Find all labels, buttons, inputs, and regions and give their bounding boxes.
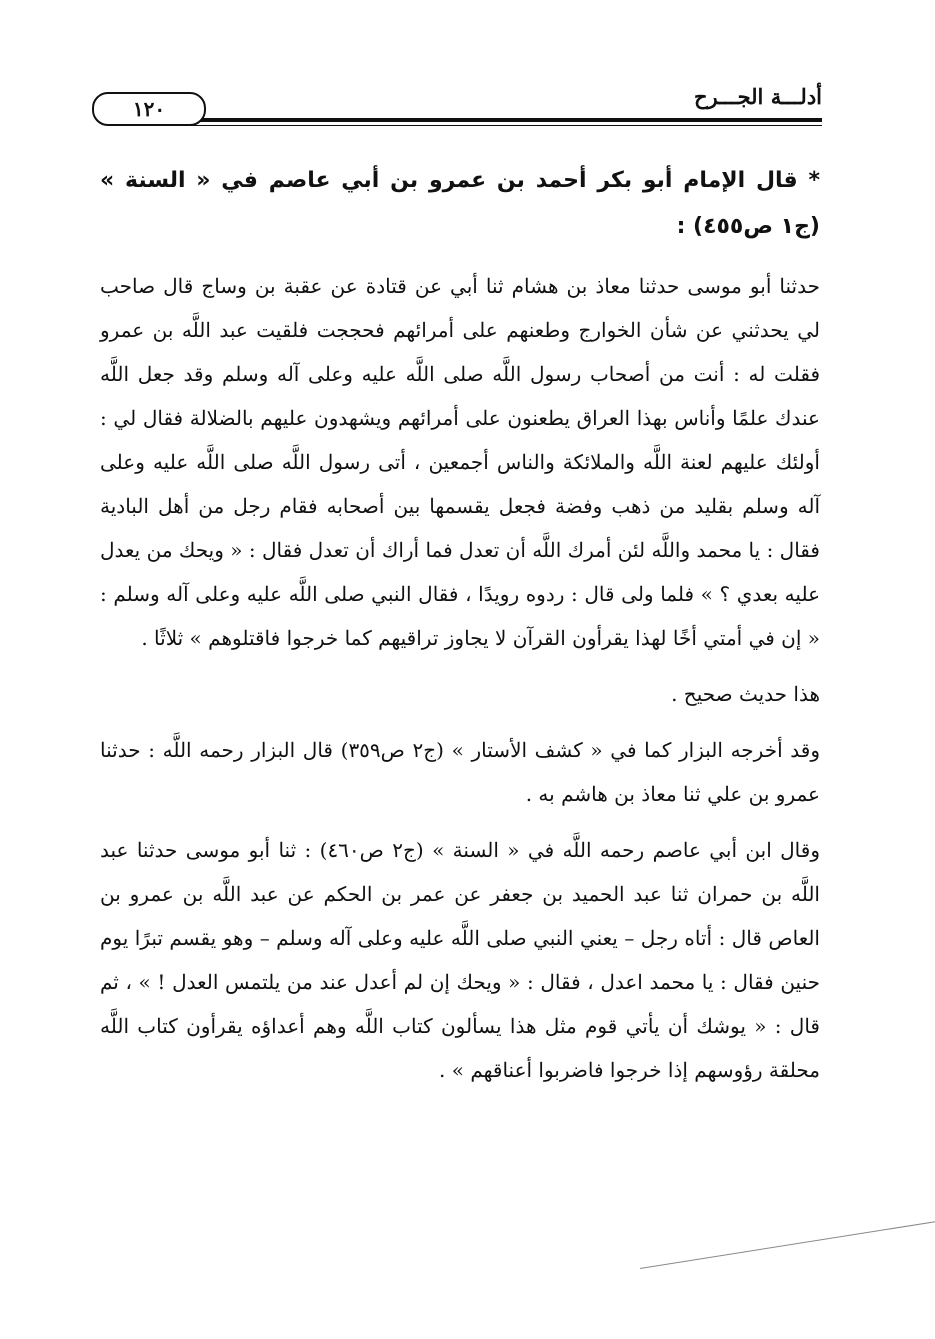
scan-edge-line	[640, 1216, 935, 1269]
header-rule-thin	[112, 125, 822, 126]
paragraph-ibn-abi-asim: وقال ابن أبي عاصم رحمه اللَّه في « السنة » (ج٢ ص٤٦٠) : ثنا أبو موسى حدثنا عبد اللَّه بن حمران ثنا عبد الحميد بن جعفر عن عمر بن الحكم عن عبد اللَّه بن عمرو بن العاص قال : أتاه رجل – يعني النبي صلى اللَّه عليه وعلى آله وسلم – وهو يقسم تبرًا يوم حنين فقال : يا محمد اعدل ، فقال : « ويحك إن لم أعدل عند من يلتمس العدل ! » ، ثم قال : « يوشك أن يأتي قوم مثل هذا يسألون كتاب اللَّه وهم أعداؤه يقرأون كتاب اللَّه محلقة رؤوسهم إذا خرجوا فاضربوا أعناقهم » .	[100, 838, 820, 1082]
paragraph-grading: هذا حديث صحيح .	[671, 682, 820, 706]
header-rule-thick	[112, 118, 822, 122]
paragraph-hadith: حدثنا أبو موسى حدثنا معاذ بن هشام ثنا أبي عن قتادة عن عقبة بن وساج قال صاحب لي يحدثني عن شأن الخوارج وطعنهم على أمرائهم فحججت فلقيت عبد اللَّه بن عمرو فقلت له : أنت من أصحاب رسول اللَّه صلى اللَّه عليه وعلى آله وسلم وقد جعل اللَّه عندك علمًا وأناس بهذا العراق يطعنون على أمرائهم ويشهدون عليهم بالضلالة فقال لي : أولئك عليهم لعنة اللَّه والملائكة والناس أجمعين ، أتى رسول اللَّه صلى اللَّه عليه وعلى آله وسلم بقليد من ذهب وفضة فجعل يقسمها بين أصحابه فقام رجل من أهل البادية فقال : يا محمد واللَّه لئن أمرك اللَّه أن تعدل فما أراك أن تعدل فقال : « ويحك من يعدل عليه بعدي ؟ » فلما ولى قال : ردوه رويدًا ، فقال النبي صلى اللَّه عليه وعلى آله وسلم : « إن في أمتي أخًا لهذا يقرأون القرآن لا يجاوز تراقيهم كما خرجوا فاقتلوهم » ثلاثًا .	[100, 274, 820, 650]
page-number: ١٢٠	[92, 92, 206, 126]
paragraph-bazzar: وقد أخرجه البزار كما في « كشف الأستار » (ج٢ ص٣٥٩) قال البزار رحمه اللَّه : حدثنا عمرو بن علي ثنا معاذ بن هاشم به .	[100, 738, 820, 806]
running-title: أدلـــة الجـــرح	[694, 84, 822, 109]
section-heading: * قال الإمام أبو بكر أحمد بن عمرو بن أبي عاصم في « السنة » (ج١ ص٤٥٥) :	[100, 168, 820, 239]
page-body	[100, 158, 820, 1104]
page-header	[92, 78, 822, 138]
